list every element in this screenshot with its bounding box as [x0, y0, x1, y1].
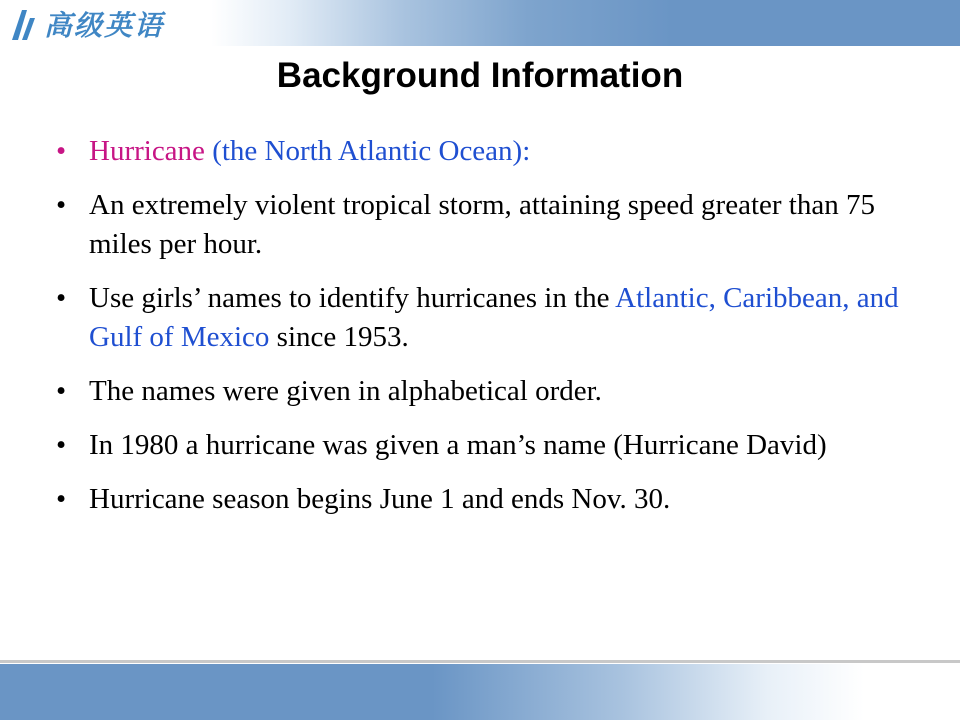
bullet-marker: • — [56, 282, 67, 314]
bullet-text: An extremely violent tropical storm, attaining speed greater than 75 miles per hour. — [89, 189, 875, 260]
bullet-text: (the North Atlantic Ocean): — [204, 135, 531, 167]
slide-title: Background Information — [276, 56, 684, 95]
bullet-text: Use girls’ names to identify hurricanes in the — [89, 282, 616, 314]
bullet-item — [56, 426, 916, 465]
bullet-text: Hurricane season begins June 1 and ends Nov. 30. — [89, 483, 671, 515]
footer-band — [0, 664, 960, 720]
bullet-marker: • — [56, 135, 67, 167]
bullet-text: Atlantic, Caribbean, and Gulf of Mexico — [89, 282, 899, 353]
bullet-marker: • — [56, 375, 67, 407]
bullet-text: Hurricane — [89, 135, 205, 167]
bullet-text: The names were given in alphabetical order. — [89, 375, 602, 407]
bullet-marker: • — [56, 189, 67, 221]
bullet-text: since 1953. — [269, 321, 409, 353]
logo-icon — [10, 6, 40, 42]
bullet-item — [56, 372, 916, 411]
bullet-item — [56, 132, 916, 171]
bullet-marker: • — [56, 429, 67, 461]
footer-divider — [0, 660, 960, 663]
logo-text: 高级英语 — [44, 9, 165, 42]
bullet-text: In 1980 a hurricane was given a man’s name (Hurricane David) — [89, 429, 827, 461]
bullet-list — [56, 132, 916, 534]
bullet-marker: • — [56, 483, 67, 515]
bullet-item — [56, 186, 916, 264]
bullet-item — [56, 480, 916, 519]
bullet-item — [56, 279, 916, 357]
